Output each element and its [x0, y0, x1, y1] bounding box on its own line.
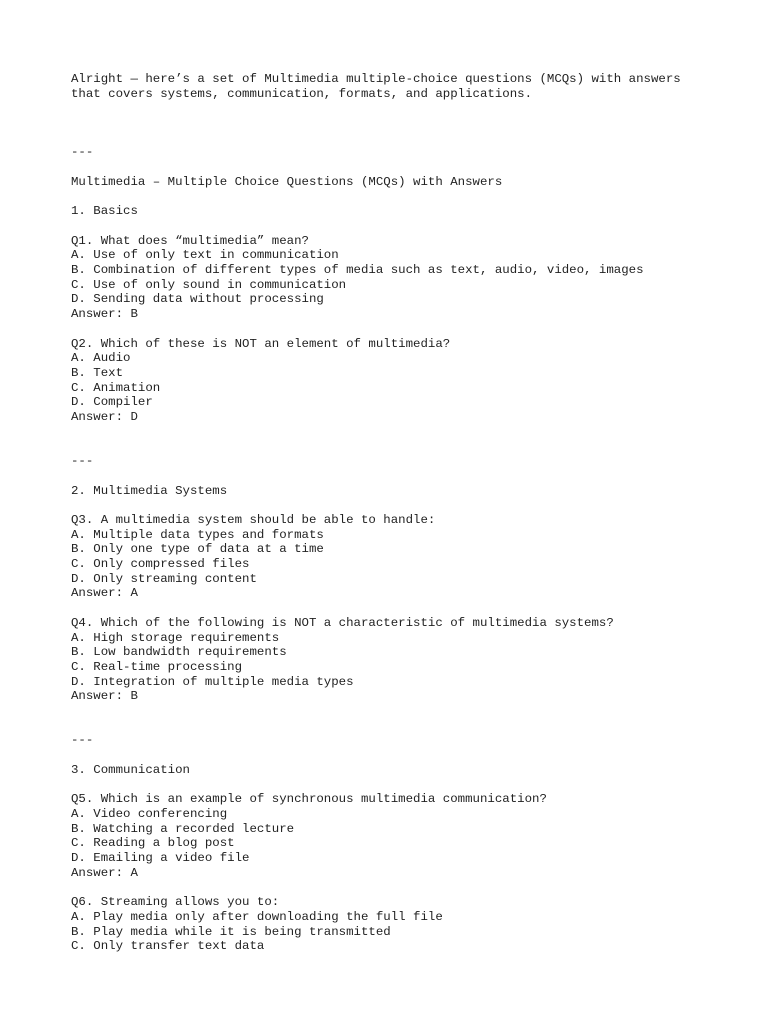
- option-text: A. Use of only text in communication: [71, 248, 339, 263]
- section-heading: 3. Communication: [71, 762, 190, 777]
- option-text: B. Text: [71, 365, 124, 380]
- question-text: Q1. What does “multimedia” mean?: [71, 233, 309, 248]
- option-text: B. Low bandwidth requirements: [71, 645, 287, 660]
- option-text: A. Multiple data types and formats: [71, 527, 324, 542]
- document-page: [71, 72, 751, 954]
- document-title: Multimedia – Multiple Choice Questions (MCQs) with Answers: [71, 174, 503, 189]
- option-text: B. Only one type of data at a time: [71, 542, 324, 557]
- answer-text: Answer: A: [71, 586, 138, 601]
- option-text: A. Play media only after downloading the full file: [71, 909, 443, 924]
- answer-text: Answer: D: [71, 410, 138, 425]
- option-text: D. Emailing a video file: [71, 851, 250, 866]
- question-text: Q5. Which is an example of synchronous multimedia communication?: [71, 792, 547, 807]
- option-text: B. Play media while it is being transmitted: [71, 924, 391, 939]
- separator: ---: [71, 733, 94, 748]
- intro-line-2: that covers systems, communication, formats, and applications.: [71, 86, 533, 101]
- option-text: C. Use of only sound in communication: [71, 277, 347, 292]
- answer-text: Answer: A: [71, 865, 138, 880]
- intro-line-1: Alright — here’s a set of Multimedia multiple-choice questions (MCQs) with answers: [71, 72, 681, 86]
- question-text: Q6. Streaming allows you to:: [71, 895, 280, 910]
- separator: ---: [71, 454, 94, 469]
- answer-text: Answer: B: [71, 689, 138, 704]
- question-text: Q4. Which of the following is NOT a characteristic of multimedia systems?: [71, 615, 614, 630]
- option-text: A. Audio: [71, 351, 131, 366]
- section-heading: 1. Basics: [71, 204, 138, 219]
- option-text: D. Integration of multiple media types: [71, 674, 354, 689]
- section-heading: 2. Multimedia Systems: [71, 483, 228, 498]
- option-text: A. High storage requirements: [71, 630, 280, 645]
- option-text: B. Watching a recorded lecture: [71, 821, 295, 836]
- question-text: Q2. Which of these is NOT an element of multimedia?: [71, 336, 451, 351]
- option-text: B. Combination of different types of media such as text, audio, video, images: [71, 263, 644, 278]
- option-text: D. Compiler: [71, 395, 153, 410]
- option-text: D. Sending data without processing: [71, 292, 324, 307]
- option-text: C. Only compressed files: [71, 557, 250, 572]
- option-text: C. Reading a blog post: [71, 836, 235, 851]
- option-text: C. Real-time processing: [71, 659, 243, 674]
- option-text: A. Video conferencing: [71, 806, 228, 821]
- option-text: C. Animation: [71, 380, 161, 395]
- answer-text: Answer: B: [71, 307, 138, 322]
- option-text: C. Only transfer text data: [71, 939, 265, 954]
- question-text: Q3. A multimedia system should be able to handle:: [71, 512, 436, 527]
- separator: ---: [71, 145, 94, 160]
- option-text: D. Only streaming content: [71, 571, 257, 586]
